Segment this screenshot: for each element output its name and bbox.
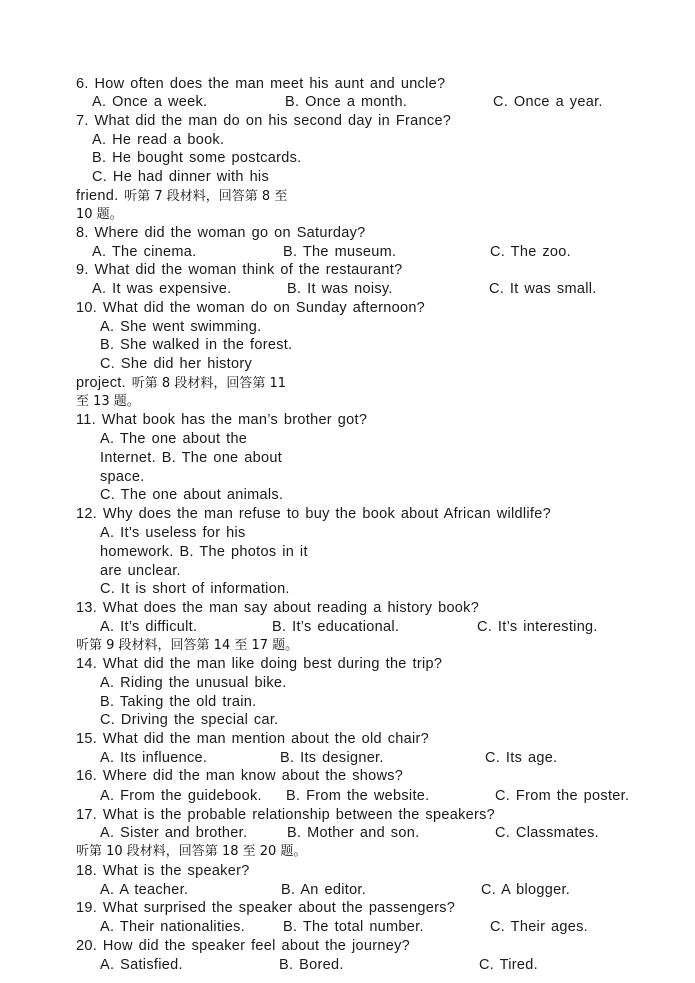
- question-6-option-a: A. Once a week.: [92, 94, 208, 110]
- question-18-option-c: C. A blogger.: [481, 882, 571, 898]
- question-10-option-b: B. She walked in the forest.: [100, 337, 293, 353]
- question-12-option-b-line-1: B. The photos in it: [179, 544, 308, 560]
- question-14-stem: 14. What did the man like doing best during the trip?: [76, 656, 443, 672]
- question-13-stem: 13. What does the man say about reading a history book?: [76, 600, 480, 616]
- question-18-option-b: B. An editor.: [281, 882, 367, 898]
- question-8-option-a: A. The cinema.: [92, 244, 197, 260]
- question-9-option-c: C. It was small.: [489, 281, 597, 297]
- question-8-option-c: C. The zoo.: [490, 244, 571, 260]
- question-13-option-c: C. It’s interesting.: [477, 619, 598, 635]
- question-6-option-b: B. Once a month.: [285, 94, 408, 110]
- question-10-option-c-line-2: project.: [76, 375, 126, 391]
- question-19-stem: 19. What surprised the speaker about the passengers?: [76, 900, 456, 916]
- question-15-option-c: C. Its age.: [485, 750, 558, 766]
- question-7-stem: 7. What did the man do on his second day in France?: [76, 113, 452, 129]
- question-16-stem: 16. Where did the man know about the shows?: [76, 768, 404, 784]
- question-12-option-c: C. It is short of information.: [100, 581, 290, 597]
- section-8-note-line-1: 听第 8 段材料，回答第 11: [131, 376, 287, 391]
- question-7-option-c-line-2: friend.: [76, 188, 119, 204]
- question-11-option-b-line-1: B. The one about: [161, 450, 283, 466]
- question-19-option-c: C. Their ages.: [490, 919, 589, 935]
- question-12-option-b-line-2: are unclear.: [100, 563, 181, 579]
- section-8-note-line-2: 至 13 题。: [76, 394, 140, 409]
- question-15-stem: 15. What did the man mention about the old chair?: [76, 731, 430, 747]
- mixed-line: [76, 187, 287, 206]
- section-10-note: 听第 10 段材料，回答第 18 至 20 题。: [76, 844, 307, 859]
- question-14-option-a: A. Riding the unusual bike.: [100, 675, 287, 691]
- question-16-option-c: C. From the poster.: [495, 788, 630, 804]
- question-7-option-c-line-1: C. He had dinner with his: [92, 169, 269, 185]
- question-8-stem: 8. Where did the woman go on Saturday?: [76, 225, 366, 241]
- question-9-option-a: A. It was expensive.: [92, 281, 232, 297]
- section-7-note-line-1: 听第 7 段材料，回答第 8 至: [124, 189, 288, 204]
- question-20-option-b: B. Bored.: [279, 957, 344, 973]
- question-16-option-b: B. From the website.: [286, 788, 430, 804]
- question-7-option-a: A. He read a book.: [92, 132, 225, 148]
- question-14-option-c: C. Driving the special car.: [100, 712, 279, 728]
- question-12-option-a-line-1: A. It’s useless for his: [100, 525, 246, 541]
- question-6-stem: 6. How often does the man meet his aunt and uncle?: [76, 76, 446, 92]
- question-13-option-a: A. It’s difficult.: [100, 619, 198, 635]
- question-11-option-a-line-2: Internet.: [100, 450, 156, 466]
- section-9-note: 听第 9 段材料，回答第 14 至 17 题。: [76, 638, 299, 653]
- question-14-option-b: B. Taking the old train.: [100, 694, 257, 710]
- question-11-option-c: C. The one about animals.: [100, 487, 284, 503]
- mixed-line: [100, 449, 282, 467]
- question-12-stem: 12. Why does the man refuse to buy the book about African wildlife?: [76, 506, 551, 522]
- mixed-line: [76, 374, 286, 393]
- question-10-option-a: A. She went swimming.: [100, 319, 262, 335]
- question-15-option-b: B. Its designer.: [280, 750, 384, 766]
- question-10-option-c-line-1: C. She did her history: [100, 356, 253, 372]
- question-7-option-b: B. He bought some postcards.: [92, 150, 302, 166]
- question-10-stem: 10. What did the woman do on Sunday afternoon?: [76, 300, 426, 316]
- question-17-stem: 17. What is the probable relationship between the speakers?: [76, 807, 496, 823]
- question-13-option-b: B. It’s educational.: [272, 619, 400, 635]
- question-17-option-a: A. Sister and brother.: [100, 825, 248, 841]
- question-11-option-b-line-2: space.: [100, 469, 145, 485]
- question-17-option-b: B. Mother and son.: [287, 825, 420, 841]
- mixed-line: [100, 543, 308, 561]
- section-7-note-line-2: 10 题。: [76, 207, 123, 222]
- question-20-option-a: A. Satisfied.: [100, 957, 183, 973]
- question-19-option-b: B. The total number.: [283, 919, 424, 935]
- question-19-option-a: A. Their nationalities.: [100, 919, 246, 935]
- question-11-option-a-line-1: A. The one about the: [100, 431, 248, 447]
- question-9-option-b: B. It was noisy.: [287, 281, 393, 297]
- question-11-stem: 11. What book has the man’s brother got?: [76, 412, 368, 428]
- question-20-stem: 20. How did the speaker feel about the journey?: [76, 938, 411, 954]
- question-9-stem: 9. What did the woman think of the restaurant?: [76, 262, 403, 278]
- question-6-option-c: C. Once a year.: [493, 94, 603, 110]
- question-18-stem: 18. What is the speaker?: [76, 863, 250, 879]
- question-12-option-a-line-2: homework.: [100, 544, 174, 560]
- question-20-option-c: C. Tired.: [479, 957, 538, 973]
- question-17-option-c: C. Classmates.: [495, 825, 599, 841]
- question-16-option-a: A. From the guidebook.: [100, 788, 262, 804]
- question-15-option-a: A. Its influence.: [100, 750, 208, 766]
- question-18-option-a: A. A teacher.: [100, 882, 189, 898]
- question-8-option-b: B. The museum.: [283, 244, 397, 260]
